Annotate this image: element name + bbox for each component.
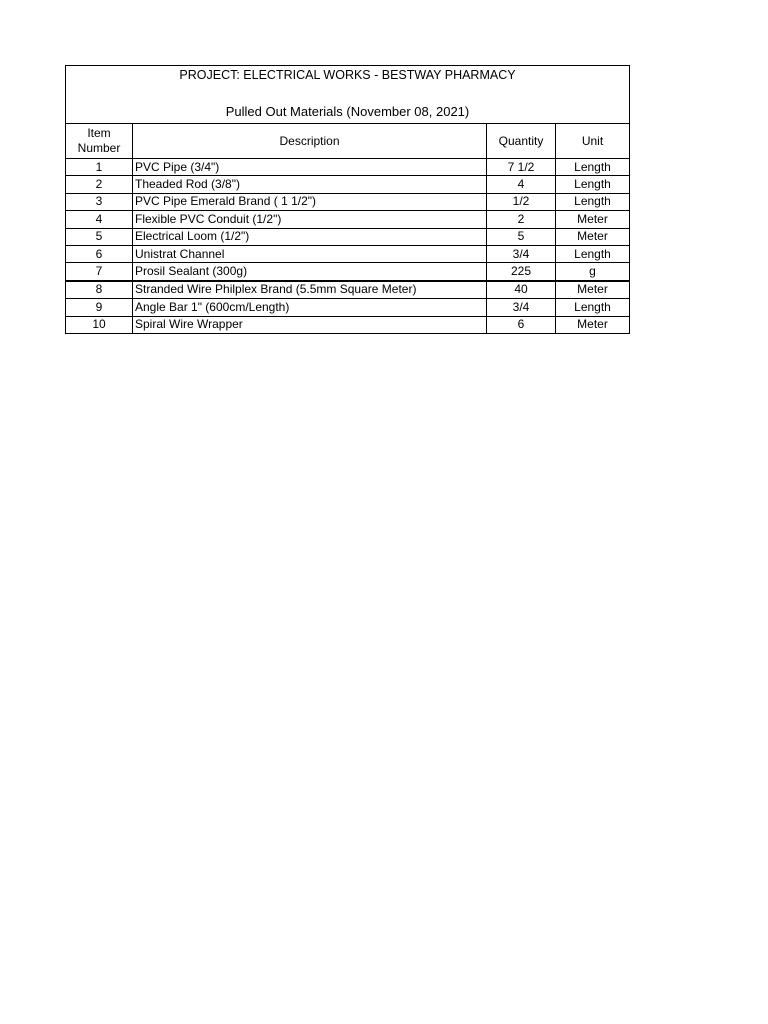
table-row [66, 228, 629, 245]
unit-cell: Length [556, 245, 630, 262]
description-cell: Electrical Loom (1/2") [133, 228, 487, 245]
table-row [66, 281, 629, 299]
table-row [66, 176, 629, 193]
item-number-cell: 4 [66, 211, 133, 228]
description-cell: Spiral Wire Wrapper [133, 316, 487, 333]
column-header-quantity: Quantity [487, 124, 556, 159]
column-header-unit: Unit [556, 124, 630, 159]
unit-cell: Length [556, 193, 630, 210]
quantity-cell: 1/2 [487, 193, 556, 210]
unit-cell: g [556, 263, 630, 281]
table-row [66, 316, 629, 333]
description-cell: Unistrat Channel [133, 245, 487, 262]
description-cell: Theaded Rod (3/8") [133, 176, 487, 193]
quantity-cell: 6 [487, 316, 556, 333]
description-cell: PVC Pipe Emerald Brand ( 1 1/2") [133, 193, 487, 210]
item-number-cell: 8 [66, 281, 133, 299]
unit-cell: Length [556, 159, 630, 176]
column-header-item-number: Item Number [66, 124, 133, 159]
table-row [66, 159, 629, 176]
materials-table [66, 124, 629, 333]
unit-cell: Length [556, 176, 630, 193]
table-row [66, 263, 629, 281]
item-number-cell: 2 [66, 176, 133, 193]
quantity-cell: 5 [487, 228, 556, 245]
quantity-cell: 3/4 [487, 299, 556, 316]
description-cell: Flexible PVC Conduit (1/2") [133, 211, 487, 228]
report-title: Pulled Out Materials (November 08, 2021) [225, 104, 470, 119]
item-number-cell: 5 [66, 228, 133, 245]
unit-cell: Meter [556, 228, 630, 245]
item-number-cell: 10 [66, 316, 133, 333]
unit-cell: Meter [556, 281, 630, 299]
column-header-description: Description [133, 124, 487, 159]
item-number-cell: 7 [66, 263, 133, 281]
table-row [66, 211, 629, 228]
quantity-cell: 3/4 [487, 245, 556, 262]
item-number-cell: 1 [66, 159, 133, 176]
quantity-cell: 7 1/2 [487, 159, 556, 176]
quantity-cell: 40 [487, 281, 556, 299]
unit-cell: Meter [556, 316, 630, 333]
item-number-cell: 9 [66, 299, 133, 316]
description-cell: Prosil Sealant (300g) [133, 263, 487, 281]
quantity-cell: 2 [487, 211, 556, 228]
table-header-row [66, 124, 629, 159]
sheet-header [66, 66, 629, 124]
table-row [66, 193, 629, 210]
quantity-cell: 225 [487, 263, 556, 281]
table-row [66, 299, 629, 316]
unit-cell: Meter [556, 211, 630, 228]
unit-cell: Length [556, 299, 630, 316]
table-row [66, 245, 629, 262]
description-cell: Stranded Wire Philplex Brand (5.5mm Square Meter) [133, 281, 487, 299]
item-number-cell: 3 [66, 193, 133, 210]
project-title: PROJECT: ELECTRICAL WORKS - BESTWAY PHARMACY [179, 68, 516, 82]
materials-sheet [65, 65, 630, 334]
quantity-cell: 4 [487, 176, 556, 193]
description-cell: PVC Pipe (3/4") [133, 159, 487, 176]
description-cell: Angle Bar 1" (600cm/Length) [133, 299, 487, 316]
item-number-cell: 6 [66, 245, 133, 262]
